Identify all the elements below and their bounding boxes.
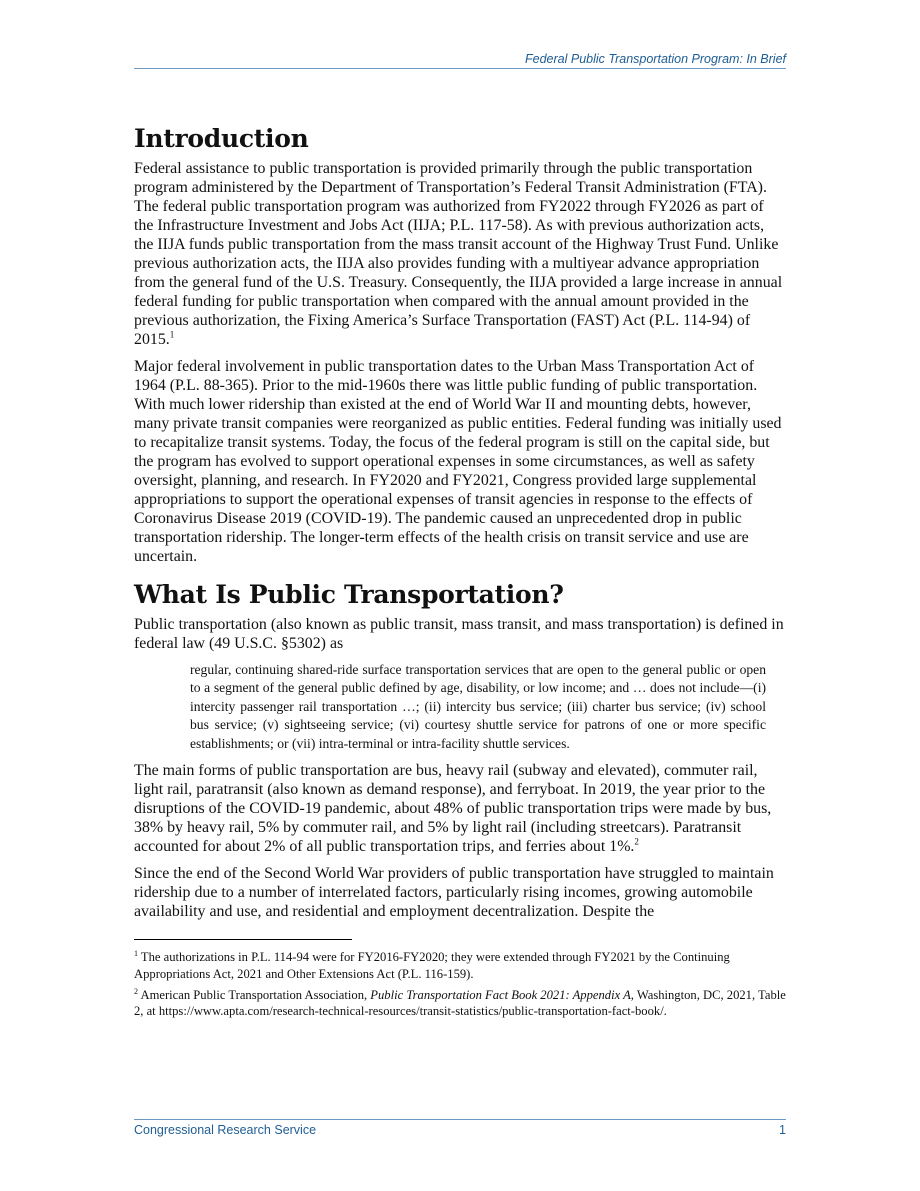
- section-heading-introduction: Introduction: [134, 124, 309, 153]
- definition-block-quote: regular, continuing shared-ride surface transportation services that are open to the general public or open to a segment of the general public defined by age, disability, or low income; and … does not include—(i) intercity passenger rail transportation …; (ii) intercity bus service; (iii) charter bus service; (iv) school bus service; (v) sightseeing service; (vi) courtesy shuttle service for patrons of one or more specific establishments; or (vii) intra-terminal or intra-facility shuttle services.: [190, 662, 766, 751]
- footnote-ref-2[interactable]: 2: [634, 836, 639, 847]
- footnote-1-number: 1: [134, 948, 138, 958]
- footnote-divider: [134, 939, 352, 940]
- footnote-2-citation[interactable]: , Washington, DC, 2021, Table 2, at https://www.apta.com/research-technical-resources/transit-statistics/public-transportation-fact-book/.: [134, 987, 786, 1019]
- footnote-2: [134, 987, 786, 1021]
- intro-paragraph-1-text: Federal assistance to public transportation is provided primarily through the public transportation program administered by the Department of Transportation’s Federal Transit Administration (FTA). The federal public transportation program was authorized from FY2022 through FY2026 as part of the Infrastructure Investment and Jobs Act (IIJA; P.L. 117-58). As with previous authorization acts, the IIJA funds public transportation from the mass transit account of the Highway Trust Fund. Unlike previous authorization acts, the IIJA also provides funding with a multiyear advance appropriation from the general fund of the U.S. Treasury. Consequently, the IIJA provided a large increase in annual federal funding for public transportation when compared with the annual amount provided in the previous authorization, the Fixing America’s Surface Transportation (FAST) Act (P.L. 114-94) of 2015.: [134, 160, 783, 348]
- intro-paragraph-2: Major federal involvement in public transportation dates to the Urban Mass Transportation Act of 1964 (P.L. 88-365). Prior to the mid-1960s there was little public funding of public transportation. With much lower ridership than existed at the end of World War II and mounting debts, however, many private transit companies were reorganized as public entities. Federal funding was initially used to recapitalize transit systems. Today, the focus of the federal program is still on the capital side, but the program has evolved to support operational expenses in some circumstances, as well as safety oversight, planning, and research. In FY2020 and FY2021, Congress provided large supplemental appropriations to support the operational expenses of transit agencies in response to the effects of Coronavirus Disease 2019 (COVID-19). The pandemic caused an unprecedented drop in public transportation ridership. The longer-term effects of the health crisis on transit service and use are uncertain.: [134, 358, 782, 565]
- footer-organization: Congressional Research Service: [134, 1123, 317, 1137]
- modes-paragraph: [134, 761, 786, 856]
- page-footer: [134, 1119, 786, 1137]
- footnote-2-title: Public Transportation Fact Book 2021: Appendix A: [370, 987, 631, 1002]
- footnote-1-text: The authorizations in P.L. 114-94 were for FY2016-FY2020; they were extended through FY2021 by the Continuing Appropriations Act, 2021 and Other Extensions Act (P.L. 116-159).: [134, 950, 730, 981]
- page-body: [134, 124, 786, 1024]
- modes-paragraph-text: The main forms of public transportation are bus, heavy rail (subway and elevated), commuter rail, light rail, paratransit (also known as demand response), and ferryboat. In 2019, the year prior to the disruptions of the COVID-19 pandemic, about 48% of public transportation trips were made by bus, 38% by heavy rail, 5% by commuter rail, and 5% by light rail (including streetcars). Paratransit accounted for about 2% of all public transportation trips, and ferries about 1%.: [134, 762, 772, 856]
- definition-intro-paragraph: Public transportation (also known as public transit, mass transit, and mass transportation) is defined in federal law (49 U.S.C. §5302) as: [134, 616, 784, 652]
- footnote-ref-1[interactable]: 1: [169, 329, 175, 340]
- footnote-2-number: 2: [134, 986, 138, 996]
- running-header: [134, 52, 786, 69]
- section-heading-what-is: What Is Public Transportation?: [134, 580, 564, 609]
- intro-paragraph-1: [134, 159, 786, 349]
- footnote-1: [134, 949, 786, 983]
- running-header-title: Federal Public Transportation Program: In Brief: [525, 52, 786, 66]
- ridership-paragraph: Since the end of the Second World War providers of public transportation have struggled to maintain ridership due to a number of interrelated factors, particularly rising incomes, growing automobile availability and use, and residential and employment decentralization. Despite the: [134, 865, 774, 921]
- footnote-2-source: American Public Transportation Association,: [140, 987, 371, 1002]
- page-number: 1: [779, 1123, 786, 1137]
